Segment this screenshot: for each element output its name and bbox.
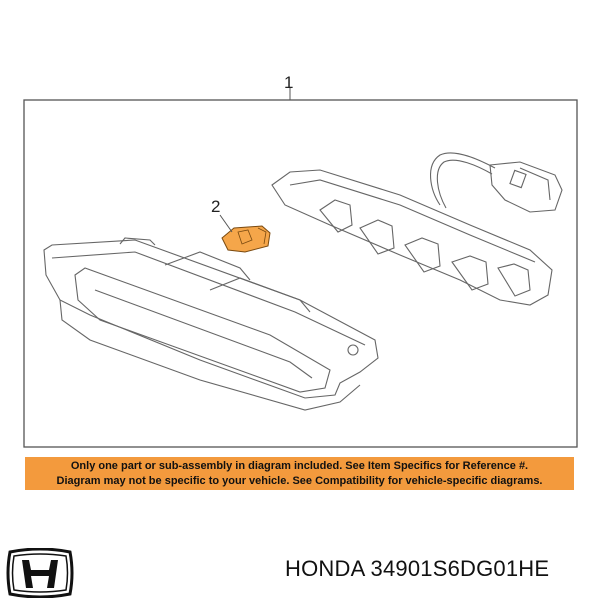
honda-h-logo-icon [6,548,74,598]
lamp-housing [44,238,378,410]
diagram-frame [24,100,577,447]
callout-2-leader [220,215,232,232]
notice-banner [25,457,574,490]
callout-number-1: 1 [284,73,294,92]
notice-line-1: Only one part or sub-assembly in diagram included. See Item Specifics for Reference #. [70,460,529,472]
part-number-label: HONDA 34901S6DG01HE [285,556,550,581]
notice-line-2: Diagram may not be specific to your vehicle. See Compatibility for vehicle-specific diagrams. [56,474,543,487]
socket-assembly [272,153,562,305]
bulb-highlight [222,226,270,252]
callout-number-2: 2 [211,197,221,216]
